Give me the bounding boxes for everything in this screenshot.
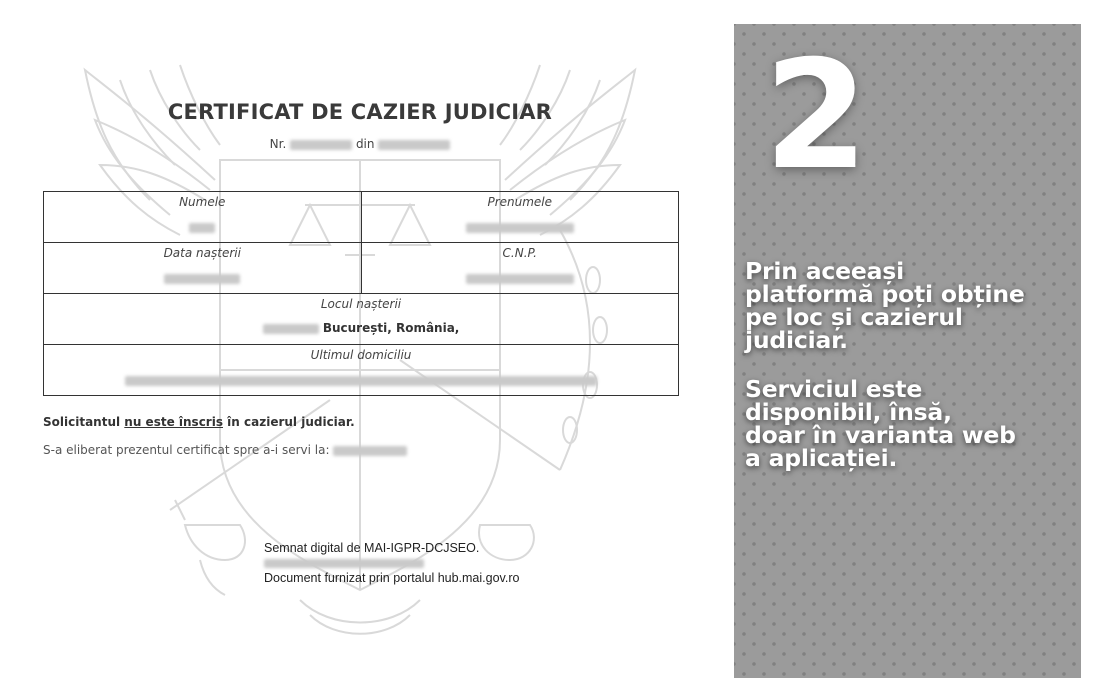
portal-line: Document furnizat prin portalul hub.mai.gov.ro: [264, 571, 520, 585]
certificate-number-line: [0, 137, 720, 151]
given-name-cell: [361, 192, 679, 243]
given-name-label: Prenumele: [487, 195, 553, 209]
birth-place-cell: [44, 294, 679, 345]
date-prefix: din: [355, 137, 375, 151]
cnp-label: C.N.P.: [502, 246, 537, 260]
redacted-given-name: [466, 223, 574, 233]
birth-place-value: București, România,: [322, 321, 460, 335]
birth-date-label: Data nașterii: [163, 246, 241, 260]
criminal-record-statement: [43, 415, 355, 429]
statement-prefix: Solicitantul: [43, 415, 121, 429]
digital-signature-block: [264, 541, 519, 586]
number-prefix: Nr.: [269, 137, 287, 151]
birth-place-label: Locul nașterii: [320, 297, 402, 311]
redacted-purpose: [333, 446, 407, 456]
info-panel: [734, 24, 1081, 678]
surname-cell: [44, 192, 362, 243]
signature-line: Semnat digital de MAI-IGPR-DCJSEO.: [264, 541, 480, 555]
cnp-cell: [361, 243, 679, 294]
step-number: 2: [764, 29, 869, 203]
issued-text: S-a eliberat prezentul certificat spre a-i servi la:: [43, 443, 330, 457]
redacted-birth-place: [263, 324, 319, 334]
statement-emphasis: nu este înscris: [124, 415, 223, 429]
birth-date-cell: [44, 243, 362, 294]
redacted-date: [378, 140, 450, 150]
issued-purpose-line: [43, 443, 407, 457]
redacted-surname: [189, 223, 215, 233]
surname-label: Numele: [179, 195, 226, 209]
redacted-cnp: [466, 274, 574, 284]
panel-paragraph-2: Serviciul este disponibil, însă, doar în varianta web a aplicației.: [745, 375, 1016, 472]
redacted-number: [290, 140, 352, 150]
personal-data-table: [43, 191, 679, 396]
last-domicile-label: Ultimul domiciliu: [310, 348, 412, 362]
last-domicile-cell: [44, 345, 679, 396]
redacted-address: [125, 376, 597, 386]
statement-suffix: în cazierul judiciar.: [227, 415, 355, 429]
redacted-signature-details: [264, 559, 424, 568]
redacted-birth-date: [164, 274, 240, 284]
panel-paragraph-1: Prin aceeași platformă poți obține pe loc și cazierul judiciar.: [745, 257, 1025, 354]
certificate-title: CERTIFICAT DE CAZIER JUDICIAR: [167, 100, 553, 124]
